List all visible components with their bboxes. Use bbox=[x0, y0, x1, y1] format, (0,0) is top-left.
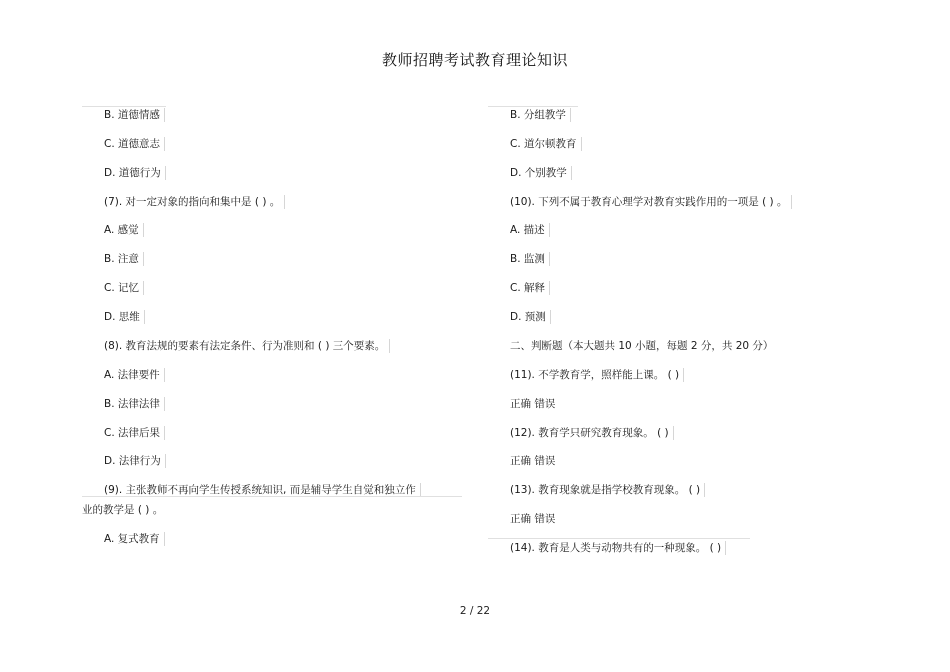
question-9-line-2: 业的教学是 ( ) 。 bbox=[82, 504, 164, 516]
option-c-dalton-plan: C. 道尔顿教育 bbox=[488, 137, 582, 151]
page-number: 2 / 22 bbox=[459, 605, 491, 617]
option-a-legal-elements: A. 法律要件 bbox=[82, 368, 165, 382]
option-b-group-teaching: B. 分组教学 bbox=[488, 108, 571, 122]
section-heading-true-false: 二、判断题（本大题共 10 小题，每题 2 分，共 20 分） bbox=[510, 340, 774, 352]
answer-options-11: 正确 错误 bbox=[510, 398, 556, 410]
left-rule-top bbox=[82, 106, 166, 107]
option-b-legal-law: B. 法律法律 bbox=[82, 397, 165, 411]
option-b-monitor: B. 监测 bbox=[488, 252, 550, 266]
question-14: (14). 教育是人类与动物共有的一种现象。 ( ) bbox=[488, 541, 726, 555]
right-rule-q14 bbox=[488, 538, 750, 539]
option-a-compound-teaching: A. 复式教育 bbox=[82, 532, 165, 546]
left-rule-q9 bbox=[82, 496, 462, 497]
option-d-predict: D. 预测 bbox=[488, 310, 551, 324]
option-c-moral-will: C. 道德意志 bbox=[82, 137, 165, 151]
option-c-memory: C. 记忆 bbox=[82, 281, 144, 295]
option-d-individual-teaching: D. 个别教学 bbox=[488, 166, 572, 180]
page-title: 教师招聘考试教育理论知识 bbox=[381, 51, 568, 69]
question-11: (11). 不学教育学，照样能上课。 ( ) bbox=[488, 368, 684, 382]
right-rule-top bbox=[488, 106, 578, 107]
question-12: (12). 教育学只研究教育现象。 ( ) bbox=[488, 426, 674, 440]
answer-options-12: 正确 错误 bbox=[510, 455, 556, 467]
question-8: (8). 教育法规的要素有法定条件、行为准则和 ( ) 三个要素。 bbox=[82, 339, 390, 353]
option-a-sensation: A. 感觉 bbox=[82, 223, 144, 237]
option-c-explain: C. 解释 bbox=[488, 281, 550, 295]
question-7: (7). 对一定对象的指向和集中是 ( ) 。 bbox=[82, 195, 285, 209]
question-9-line-1: (9). 主张教师不再向学生传授系统知识, 而是辅导学生自觉和独立作 bbox=[82, 483, 421, 497]
option-d-moral-behavior: D. 道德行为 bbox=[82, 166, 166, 180]
option-d-legal-behavior: D. 法律行为 bbox=[82, 454, 166, 468]
option-d-thinking: D. 思维 bbox=[82, 310, 145, 324]
option-b-moral-emotion: B. 道德情感 bbox=[82, 108, 165, 122]
option-c-legal-consequence: C. 法律后果 bbox=[82, 426, 165, 440]
question-13: (13). 教育现象就是指学校教育现象。 ( ) bbox=[488, 483, 705, 497]
option-a-describe: A. 描述 bbox=[488, 223, 550, 237]
question-10: (10). 下列不属于教育心理学对教育实践作用的一项是 ( ) 。 bbox=[488, 195, 792, 209]
answer-options-13: 正确 错误 bbox=[510, 513, 556, 525]
option-b-attention: B. 注意 bbox=[82, 252, 144, 266]
